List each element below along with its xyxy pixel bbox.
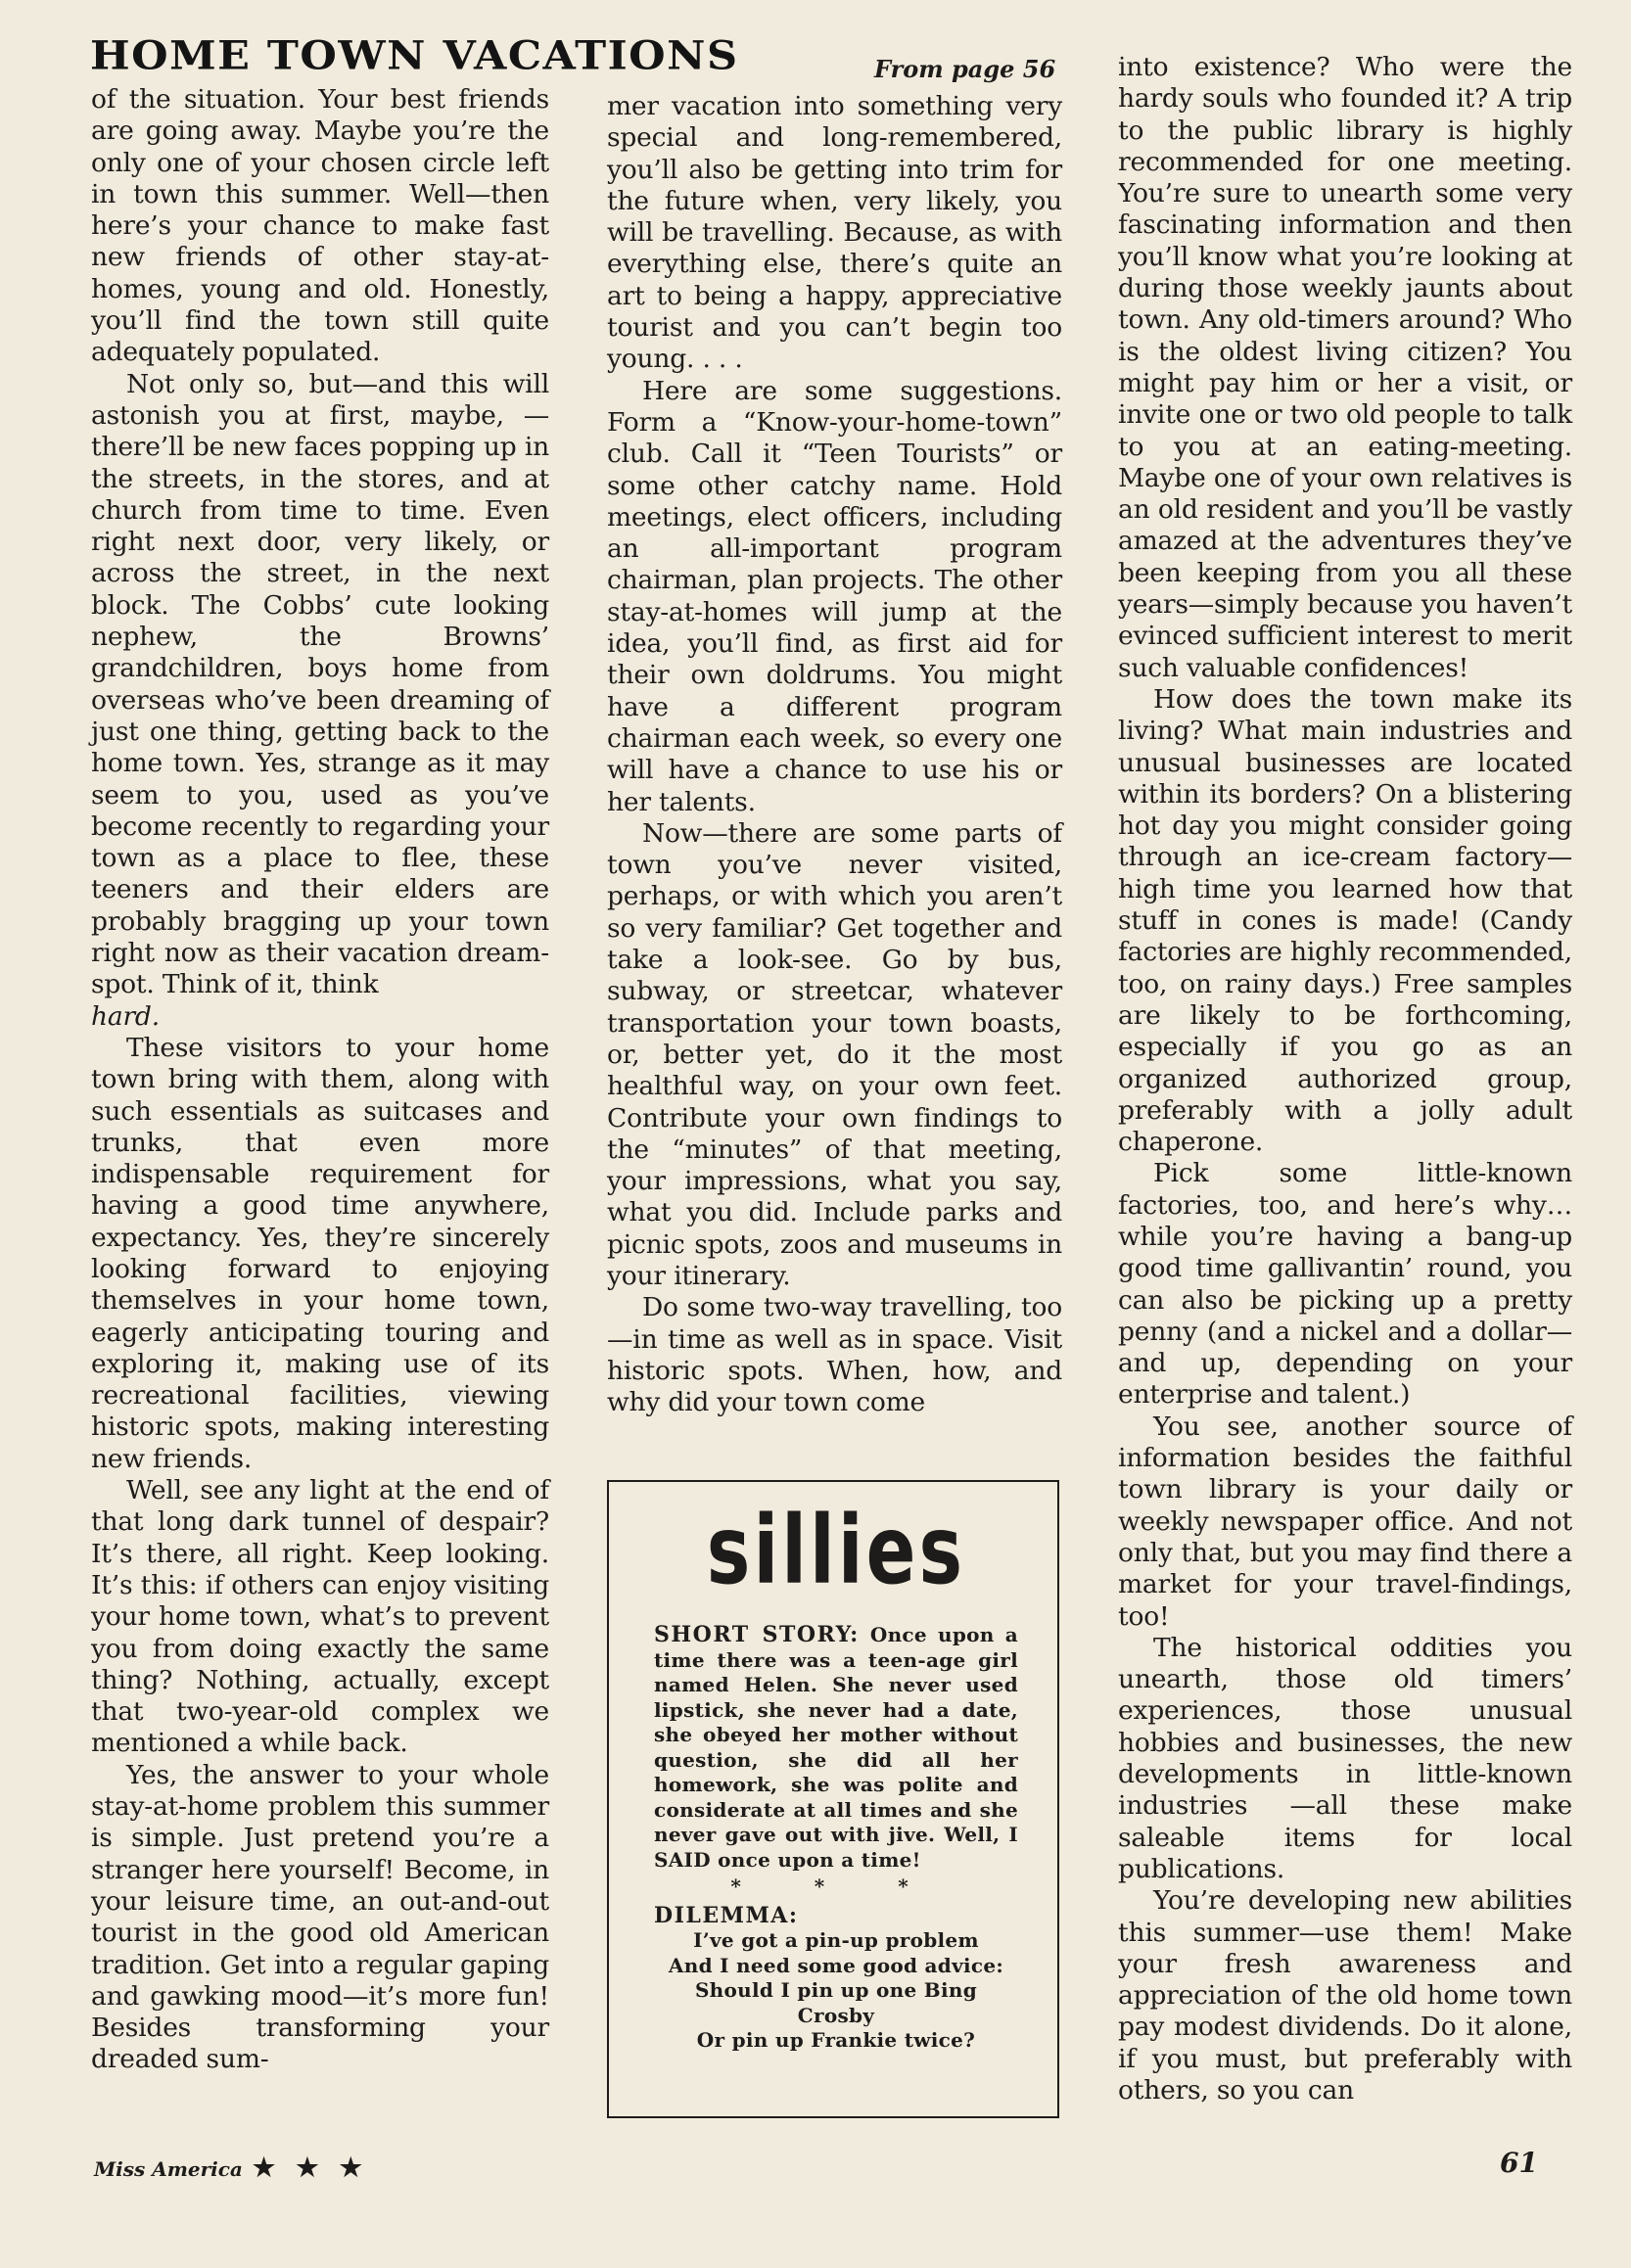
paragraph: Now—there are some parts of town you’ve never visited, perhaps, or with which you aren’t so very familiar? Get together and take a look-see. Go by bus, subway, or streetcar, whatever transportation your town boasts, or, better yet, do it the most healthful way, on your own feet. Contribute your own findings to the “minutes” of that meeting, your impressions, what you say, what you did. Include parks and picnic spots, zoos and museums in your itinerary.: [607, 817, 1062, 1291]
page-number: 61: [1500, 2147, 1538, 2179]
magazine-name: Miss America: [94, 2157, 243, 2181]
short-story-heading: SHORT STORY:: [654, 1622, 860, 1647]
sillies-content: [654, 1623, 1018, 2054]
poem-line: And I need some good advice:: [668, 1953, 1004, 1977]
article-column-2: [607, 91, 1062, 1418]
paragraph: How does the town make its living? What main industries and unusual businesses are located within its borders? On a blistering hot day you might consider going through an ice-cream factory—high time you learned how that stuff in cones is made! (Candy factories are highly recommended, too, on rainy days.) Free samples are likely to be forthcoming, especially if you go as an organized authorized group, preferably with a jolly adult chaperone.: [1118, 683, 1572, 1158]
paragraph: Well, see any light at the end of that long dark tunnel of despair? It’s there, all right. Keep looking. It’s this: if others can enjoy visiting your home town, what’s to prevent you from doing exactly the same thing? Nothing, actually, except that two-year-old complex we mentioned a while back.: [91, 1475, 549, 1759]
paragraph: The historical oddities you unearth, those old timers’ experiences, those unusual hobbies and businesses, the new developments in little-known industries —all these make saleable items for local publications.: [1118, 1632, 1572, 1884]
paragraph: Pick some little-known factories, too, and here’s why… while you’re having a bang-up good time gallivantin’ round, you can also be picking up a pretty penny (and a nickel and a dollar—and up, depending on your enterprise and talent.): [1118, 1158, 1572, 1411]
paragraph: Here are some suggestions. Form a “Know-your-home-town” club. Call it “Teen Tourists” or some other catchy name. Hold meetings, elect officers, including an all-important program chairman, plan projects. The other stay-at-homes will jump at the idea, you’ll find, as first aid for their own doldrums. You might have a different program chairman each week, so every one will have a chance to use his or her talents.: [607, 375, 1062, 817]
paragraph: These visitors to your home town bring with them, along with such essentials as suitcases and trunks, that even more indispensable requirement for having a good time anywhere, expectancy. Yes, they’re sincerely looking forward to enjoying themselves in your home town, eagerly anticipating touring and exploring it, making use of its recreational facilities, viewing historic spots, making interesting new friends.: [91, 1032, 549, 1474]
paragraph: Not only so, but—and this will astonish you at first, maybe, —there’ll be new faces popping up in the streets, in the stores, and at church from time to time. Even right next door, very likely, or across the street, in the next block. The Cobbs’ cute looking nephew, the Browns’ grandchildren, boys home from overseas who’ve been dreaming of just one thing, getting back to the home town. Yes, strange as it may seem to you, used as you’ve become recently to regarding your town as a place to flee, these teeners and their elders are probably bragging up your town right now as their vacation dream-spot. Think of it, think: [91, 368, 549, 1000]
paragraph: mer vacation into something very special and long-remembered, you’ll also be getting into trim for the future when, very likely, you will be travelling. Because, as with everything else, there’s quite an art to being a happy, appreciative tourist and you can’t begin too young. . . .: [607, 91, 1062, 375]
poem-line: I’ve got a pin-up problem: [693, 1928, 979, 1952]
sillies-logo: sillies: [706, 1496, 966, 1605]
paragraph: Do some two-way travelling, too—in time as well as in space. Visit historic spots. When, how, and why did your town come: [607, 1292, 1062, 1418]
footer-magazine: [94, 2153, 368, 2183]
poem-line: Or pin up Frankie twice?: [696, 2028, 976, 2052]
paragraph: into existence? Who were the hardy souls who founded it? A trip to the public library is highly recommended for one meeting. You’re sure to unearth some very fascinating information and then you’ll know what you’re looking at during those weekly jaunts about town. Any old-timers around? Who is the oldest living citizen? You might pay him or her a visit, or invite one or two old people to talk to you at an eating-meeting. Maybe one of your own relatives is an old resident and you’ll be vastly amazed at the adventures they’ve been keeping from you all these years—simply because you haven’t evinced sufficient interest to merit such valuable confidences!: [1118, 52, 1572, 683]
short-story-text: Once upon a time there was a teen-age girl named Helen. She never used lipstick, she never had a date, she obeyed her mother without question, she did all her homework, she was polite and considerate at all times and she never gave out with jive. Well, I SAID once upon a time!: [654, 1623, 1018, 1872]
poem-line: Should I pin up one Bing Crosby: [694, 1978, 978, 2027]
paragraph: of the situation. Your best friends are going away. Maybe you’re the only one of your chosen circle left in town this summer. Well—then here’s your chance to make fast new friends of other stay-at-homes, young and old. Honestly, you’ll find the town still quite adequately populated.: [91, 84, 549, 368]
paragraph: [91, 1001, 549, 1033]
dilemma-heading: DILEMMA:: [654, 1902, 799, 1928]
short-story: [654, 1623, 1018, 1873]
article-column-3: [1118, 52, 1572, 2106]
article-column-1: [91, 84, 549, 2076]
paragraph: You’re developing new abilities this summer—use them! Make your fresh awareness and appreciation of the old home town pay modest dividends. Do it alone, if you must, but preferably with others, so you can: [1118, 1885, 1572, 2106]
dilemma-poem: [654, 1928, 1018, 2054]
sillies-box: [607, 1480, 1059, 2118]
paragraph: You see, another source of information besides the faithful town library is your daily or weekly newspaper office. And not only that, but you may find there a market for your travel-findings, too!: [1118, 1411, 1572, 1632]
star-icons: ★ ★ ★: [252, 2153, 368, 2183]
separator-stars: * * *: [730, 1875, 942, 1898]
emphasis: hard.: [91, 1000, 160, 1032]
paragraph: Yes, the answer to your whole stay-at-home problem this summer is simple. Just pretend you’re a stranger here yourself! Become, in your leisure time, an out-and-out tourist in the good old American tradition. Get into a regular gaping and gawking mood—it’s more fun! Besides transforming your dreaded sum-: [91, 1759, 549, 2075]
article-title: HOME TOWN VACATIONS: [90, 33, 739, 79]
continued-from: From page 56: [874, 55, 1056, 83]
